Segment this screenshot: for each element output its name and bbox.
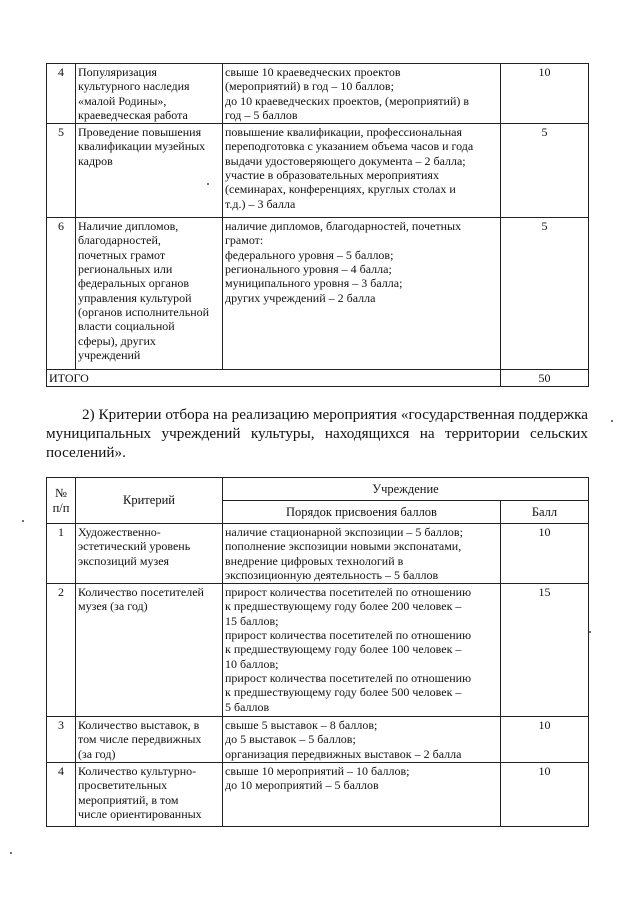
total-label: ИТОГО <box>47 370 501 387</box>
scoring-order-cell: наличие стационарной экспозиции – 5 баллов; пополнение экспозиции новыми экспонатами, внедрение цифровых технологий в экспозиционную деятельность – 5 баллов <box>223 524 501 584</box>
table-row <box>47 763 589 827</box>
criterion-cell: Художественно- эстетический уровень экспозиций музея <box>76 524 223 584</box>
row-number: 5 <box>47 124 76 218</box>
header-institution: Учреждение <box>223 478 589 501</box>
criterion-cell: Количество культурно- просветительных мероприятий, в том числе ориентированных <box>76 763 223 827</box>
header-score: Балл <box>501 501 589 524</box>
paragraph-text: 2) Критерии отбора на реализацию мероприятия «государственная поддержка муниципальных учреждений культуры, находящихся на территории сельских поселений». <box>46 406 588 461</box>
score-cell: 5 <box>501 124 589 218</box>
scan-speck <box>611 420 613 422</box>
score-cell: 5 <box>501 218 589 370</box>
table-row <box>47 218 589 370</box>
table-header-row <box>47 478 589 501</box>
total-row <box>47 370 589 387</box>
criterion-cell: Популяризация культурного наследия «малой Родины», краеведческая работа <box>76 64 223 124</box>
row-number: 4 <box>47 64 76 124</box>
header-order: Порядок присвоения баллов <box>223 501 501 524</box>
row-number: 4 <box>47 763 76 827</box>
table-row <box>47 124 589 218</box>
scoring-order-cell: повышение квалификации, профессиональная переподготовка с указанием объема часов и года выдачи удостоверяющего документа – 2 балла; участие в образовательных мероприятиях (семинарах, конференциях, круглых столах и т.д.) – 3 балла <box>223 124 501 218</box>
scoring-order-cell: наличие дипломов, благодарностей, почетных грамот: федерального уровня – 5 баллов; регионального уровня – 4 балла; муниципального уровня – 3 балла; других учреждений – 2 балла <box>223 218 501 370</box>
scan-speck <box>10 852 12 854</box>
criteria-table-2 <box>46 477 589 827</box>
criterion-cell: Количество выставок, в том числе передвижных (за год) <box>76 717 223 763</box>
total-value: 50 <box>501 370 589 387</box>
scan-speck <box>22 520 24 522</box>
header-criterion: Критерий <box>76 478 223 524</box>
criterion-cell: Проведение повышения квалификации музейных кадров <box>76 124 223 218</box>
scoring-order-cell: свыше 10 краеведческих проектов (мероприятий) в год – 10 баллов; до 10 краеведческих проектов, (мероприятий) в год – 5 баллов <box>223 64 501 124</box>
criterion-cell: Наличие дипломов, благодарностей, почетных грамот региональных или федеральных органов управления культурой (органов исполнительной власти социальной сферы), других учреждений <box>76 218 223 370</box>
scoring-order-cell: свыше 5 выставок – 8 баллов; до 5 выставок – 5 баллов; организация передвижных выставок – 2 балла <box>223 717 501 763</box>
scoring-order-cell: свыше 10 мероприятий – 10 баллов; до 10 мероприятий – 5 баллов <box>223 763 501 827</box>
row-number: 3 <box>47 717 76 763</box>
scoring-order-cell: прирост количества посетителей по отношению к предшествующему году более 200 человек – 15 баллов; прирост количества посетителей по отношению к предшествующему году более 100 человек – 10 баллов; прирост количества посетителей по отношению к предшествующему году более 500 человек – 5 баллов <box>223 584 501 717</box>
row-number: 6 <box>47 218 76 370</box>
criterion-cell: Количество посетителей музея (за год) <box>76 584 223 717</box>
table-row <box>47 717 589 763</box>
table-row <box>47 524 589 584</box>
score-cell: 15 <box>501 584 589 717</box>
score-cell: 10 <box>501 64 589 124</box>
score-cell: 10 <box>501 717 589 763</box>
table-row <box>47 584 589 717</box>
row-number: 2 <box>47 584 76 717</box>
section-paragraph <box>46 405 588 462</box>
table-row <box>47 64 589 124</box>
criteria-table-1 <box>46 63 589 387</box>
score-cell: 10 <box>501 763 589 827</box>
score-cell: 10 <box>501 524 589 584</box>
scan-speck <box>589 631 591 633</box>
scan-speck <box>207 183 209 185</box>
header-number: № п/п <box>47 478 76 524</box>
row-number: 1 <box>47 524 76 584</box>
